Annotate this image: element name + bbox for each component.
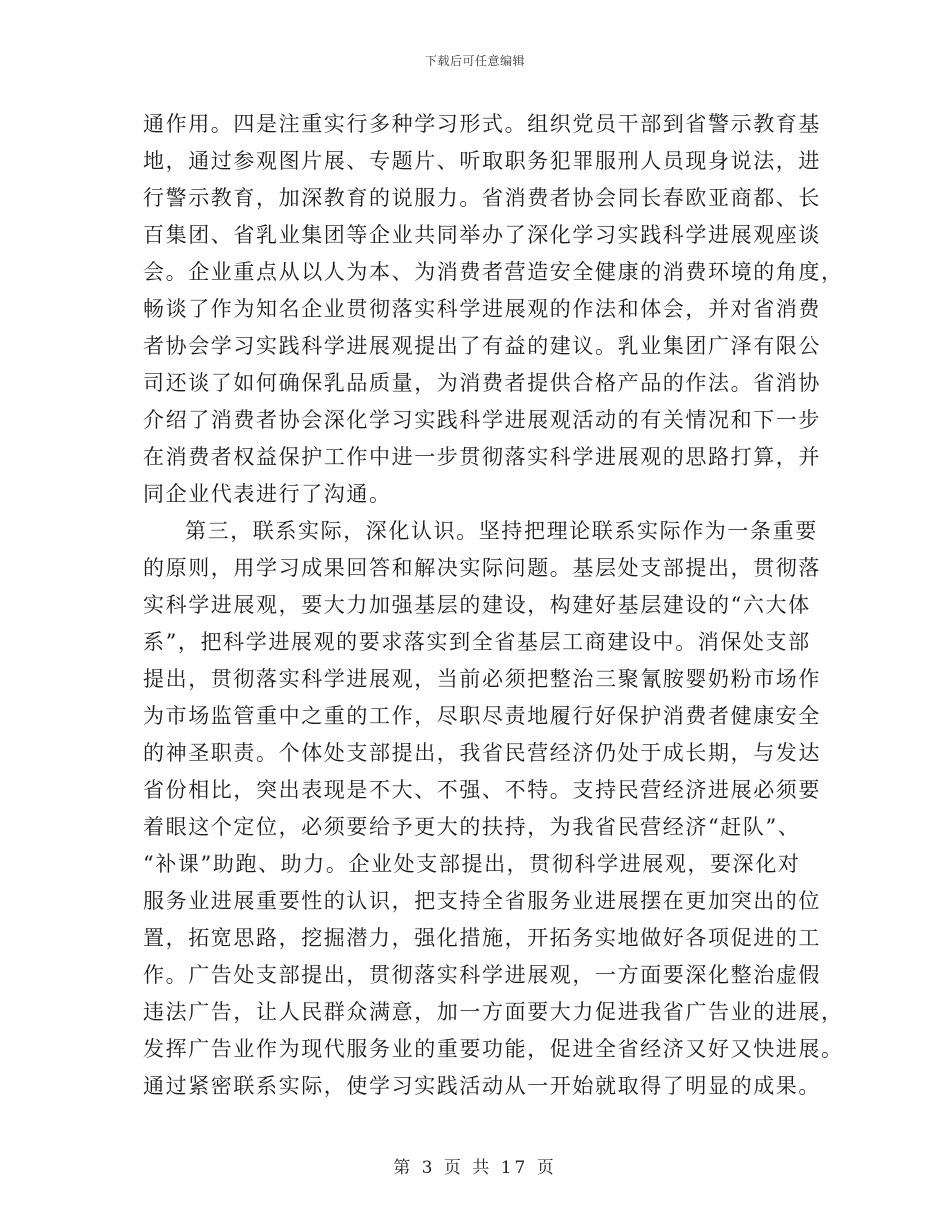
text-line: 省份相比，突出表现是不大、不强、不特。支持民营经济进展必须要 [143,778,821,802]
body-text [143,106,844,1105]
text-line: 的神圣职责。个体处支部提出，我省民营经济仍处于成长期，与发达 [143,741,821,765]
text-line: 提出，贯彻落实科学进展观，当前必须把整治三聚氰胺婴奶粉市场作 [143,667,821,691]
text-line: 作。广告处支部提出，贯彻落实科学进展观，一方面要深化整治虚假 [143,963,821,987]
text-line: 服务业进展重要性的认识，把支持全省服务业进展摆在更加突出的位 [143,889,821,913]
text-line: 畅谈了作为知名企业贯彻落实科学进展观的作法和体会，并对省消费 [143,297,821,321]
text-line: 发挥广告业作为现代服务业的重要功能，促进全省经济又好又快进展。 [143,1037,844,1061]
text-line: “补课”助跑、助力。企业处支部提出，贯彻科学进展观，要深化对 [143,852,801,876]
text-line: 会。企业重点从以人为本、为消费者营造安全健康的消费环境的角度， [143,260,844,284]
text-line: 在消费者权益保护工作中进一步贯彻落实科学进展观的思路打算，并 [143,445,821,469]
text-line: 实科学进展观，要大力加强基层的建设，构建好基层建设的“六大体 [143,593,811,617]
text-line: 第三，联系实际，深化认识。坚持把理论联系实际作为一条重要 [185,519,818,543]
text-line: 行警示教育，加深教育的说服力。省消费者协会同长春欧亚商都、长 [143,186,821,210]
text-line: 介绍了消费者协会深化学习实践科学进展观活动的有关情况和下一步 [143,408,821,432]
header-note: 下载后可任意编辑 [424,54,525,68]
text-line: 着眼这个定位，必须要给予更大的扶持，为我省民营经济“赶队”、 [143,815,801,839]
text-line: 司还谈了如何确保乳品质量，为消费者提供合格产品的作法。省消协 [143,371,821,395]
text-line: 系”，把科学进展观的要求落实到全省基层工商建设中。消保处支部 [143,630,811,654]
text-line: 者协会学习实践科学进展观提出了有益的建议。乳业集团广泽有限公 [143,334,821,358]
text-line: 通作用。四是注重实行多种学习形式。组织党员干部到省警示教育基 [143,112,821,136]
text-line: 为市场监管重中之重的工作，尽职尽责地履行好保护消费者健康安全 [143,704,821,728]
text-line: 同企业代表进行了沟通。 [143,482,392,506]
paragraph-2 [143,513,844,1105]
text-line: 地，通过参观图片展、专题片、听取职务犯罪服刑人员现身说法，进 [143,149,821,173]
text-line: 的原则，用学习成果回答和解决实际问题。基层处支部提出，贯彻落 [143,556,821,580]
text-line: 通过紧密联系实际，使学习实践活动从一开始就取得了明显的成果。 [143,1074,821,1098]
text-line: 违法广告，让人民群众满意，加一方面要大力促进我省广告业的进展， [143,1000,844,1024]
text-line: 置，拓宽思路，挖掘潜力，强化措施，开拓务实地做好各项促进的工 [143,926,821,950]
text-line: 百集团、省乳业集团等企业共同举办了深化学习实践科学进展观座谈 [143,223,821,247]
page-number-footer: 第 3 页 共 17 页 [393,1158,557,1178]
paragraph-1 [143,106,844,513]
